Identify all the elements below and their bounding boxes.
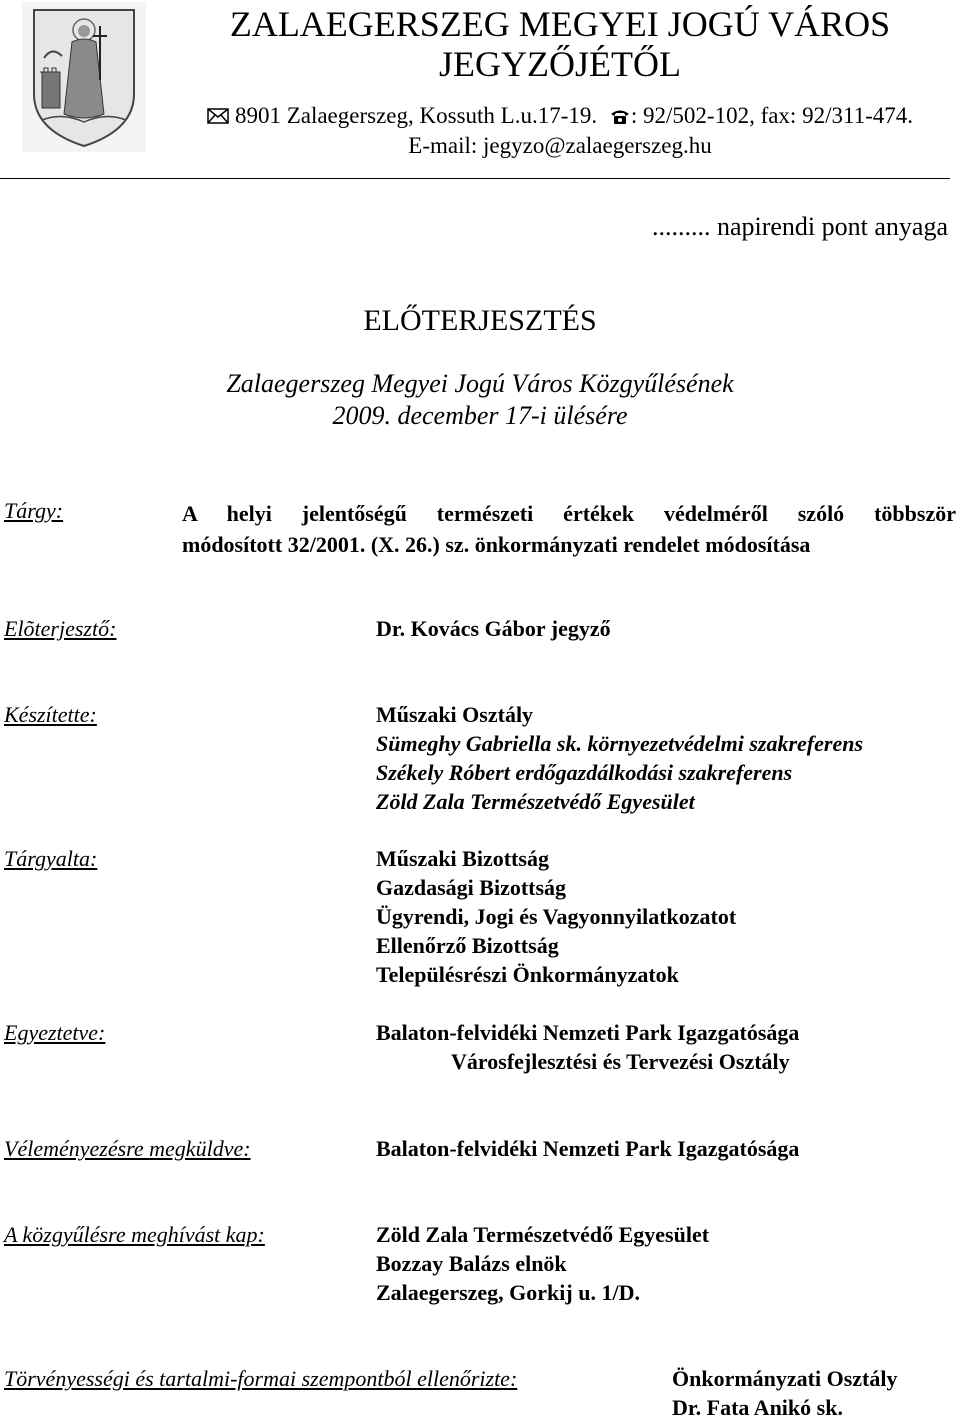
- label-targy: Tárgy:: [4, 498, 64, 523]
- targyalta-item: Ügyrendi, Jogi és Vagyonnyilatkozatot: [376, 904, 737, 929]
- header-email: E-mail: jegyzo@zalaegerszeg.hu: [408, 133, 712, 158]
- label-velemenyezesre: Véleményezésre megküldve:: [4, 1136, 251, 1161]
- meghivas-values: [376, 1220, 709, 1307]
- targy-line2: módosított 32/2001. (X. 26.) sz. önkormányzati rendelet módosítása: [182, 532, 811, 557]
- meghivas-item: Bozzay Balázs elnök: [376, 1251, 567, 1276]
- header-address-line: [160, 102, 960, 130]
- council-line1: Zalaegerszeg Megyei Jogú Város Közgyűlésének: [226, 369, 734, 398]
- coat-of-arms-logo: [22, 2, 146, 152]
- ellenorizte-item: Dr. Fata Anikó sk.: [672, 1395, 843, 1420]
- council-info: [0, 368, 960, 432]
- envelope-icon: [207, 108, 229, 124]
- eloterjeszto-value: Dr. Kovács Gábor jegyző: [376, 616, 611, 641]
- label-meghivas: A közgyűlésre meghívást kap:: [4, 1222, 265, 1247]
- keszitette-item: Sümeghy Gabriella sk. környezetvédelmi szakreferens: [376, 731, 864, 756]
- targyalta-item: Településrészi Önkormányzatok: [376, 962, 679, 987]
- velemenyezesre-value: Balaton-felvidéki Nemzeti Park Igazgatósága: [376, 1136, 800, 1161]
- keszitette-values: [376, 700, 863, 816]
- header-divider: [0, 178, 950, 179]
- council-line2: 2009. december 17-i ülésére: [332, 401, 628, 430]
- ellenorizte-values: [672, 1364, 898, 1422]
- targyalta-item: Műszaki Bizottság: [376, 846, 549, 871]
- telephone-icon: [609, 107, 631, 125]
- header-title-line1: ZALAEGERSZEG MEGYEI JOGÚ VÁROS: [229, 4, 891, 44]
- egyeztetve-value2: Városfejlesztési és Tervezési Osztály: [451, 1049, 790, 1074]
- header-phone-fax: : 92/502-102, fax: 92/311-474.: [630, 103, 914, 128]
- header-address: 8901 Zalaegerszeg, Kossuth L.u.17-19.: [234, 103, 598, 128]
- meghivas-item: Zöld Zala Természetvédő Egyesület: [376, 1222, 710, 1247]
- document-type: ELŐTERJESZTÉS: [363, 304, 597, 337]
- label-keszitette: Készítette:: [4, 702, 97, 727]
- keszitette-item: Zöld Zala Természetvédő Egyesület: [376, 789, 695, 814]
- targy-line1: A helyi jelentőségű természeti értékek védelméről szóló többször: [182, 501, 956, 526]
- targyalta-item: Gazdasági Bizottság: [376, 875, 567, 900]
- targy-value: [182, 498, 956, 560]
- header-title-line2: JEGYZŐJÉTŐL: [439, 44, 681, 84]
- agenda-note: ......... napirendi pont anyaga: [651, 212, 948, 241]
- label-eloterjeszto: Elõterjesztő:: [4, 616, 117, 641]
- ellenorizte-item: Önkormányzati Osztály: [672, 1366, 898, 1391]
- keszitette-item: Székely Róbert erdőgazdálkodási szakreferens: [376, 760, 793, 785]
- egyeztetve-value1: Balaton-felvidéki Nemzeti Park Igazgatósága: [376, 1020, 800, 1045]
- label-egyeztetve: Egyeztetve:: [4, 1020, 106, 1045]
- keszitette-item: Műszaki Osztály: [376, 702, 534, 727]
- label-ellenorizte: Törvényességi és tartalmi-formai szempontból ellenőrizte:: [4, 1366, 518, 1391]
- meghivas-item: Zalaegerszeg, Gorkij u. 1/D.: [376, 1280, 640, 1305]
- label-targyalta: Tárgyalta:: [4, 846, 98, 871]
- targyalta-item: Ellenőrző Bizottság: [376, 933, 559, 958]
- targyalta-values: [376, 844, 736, 989]
